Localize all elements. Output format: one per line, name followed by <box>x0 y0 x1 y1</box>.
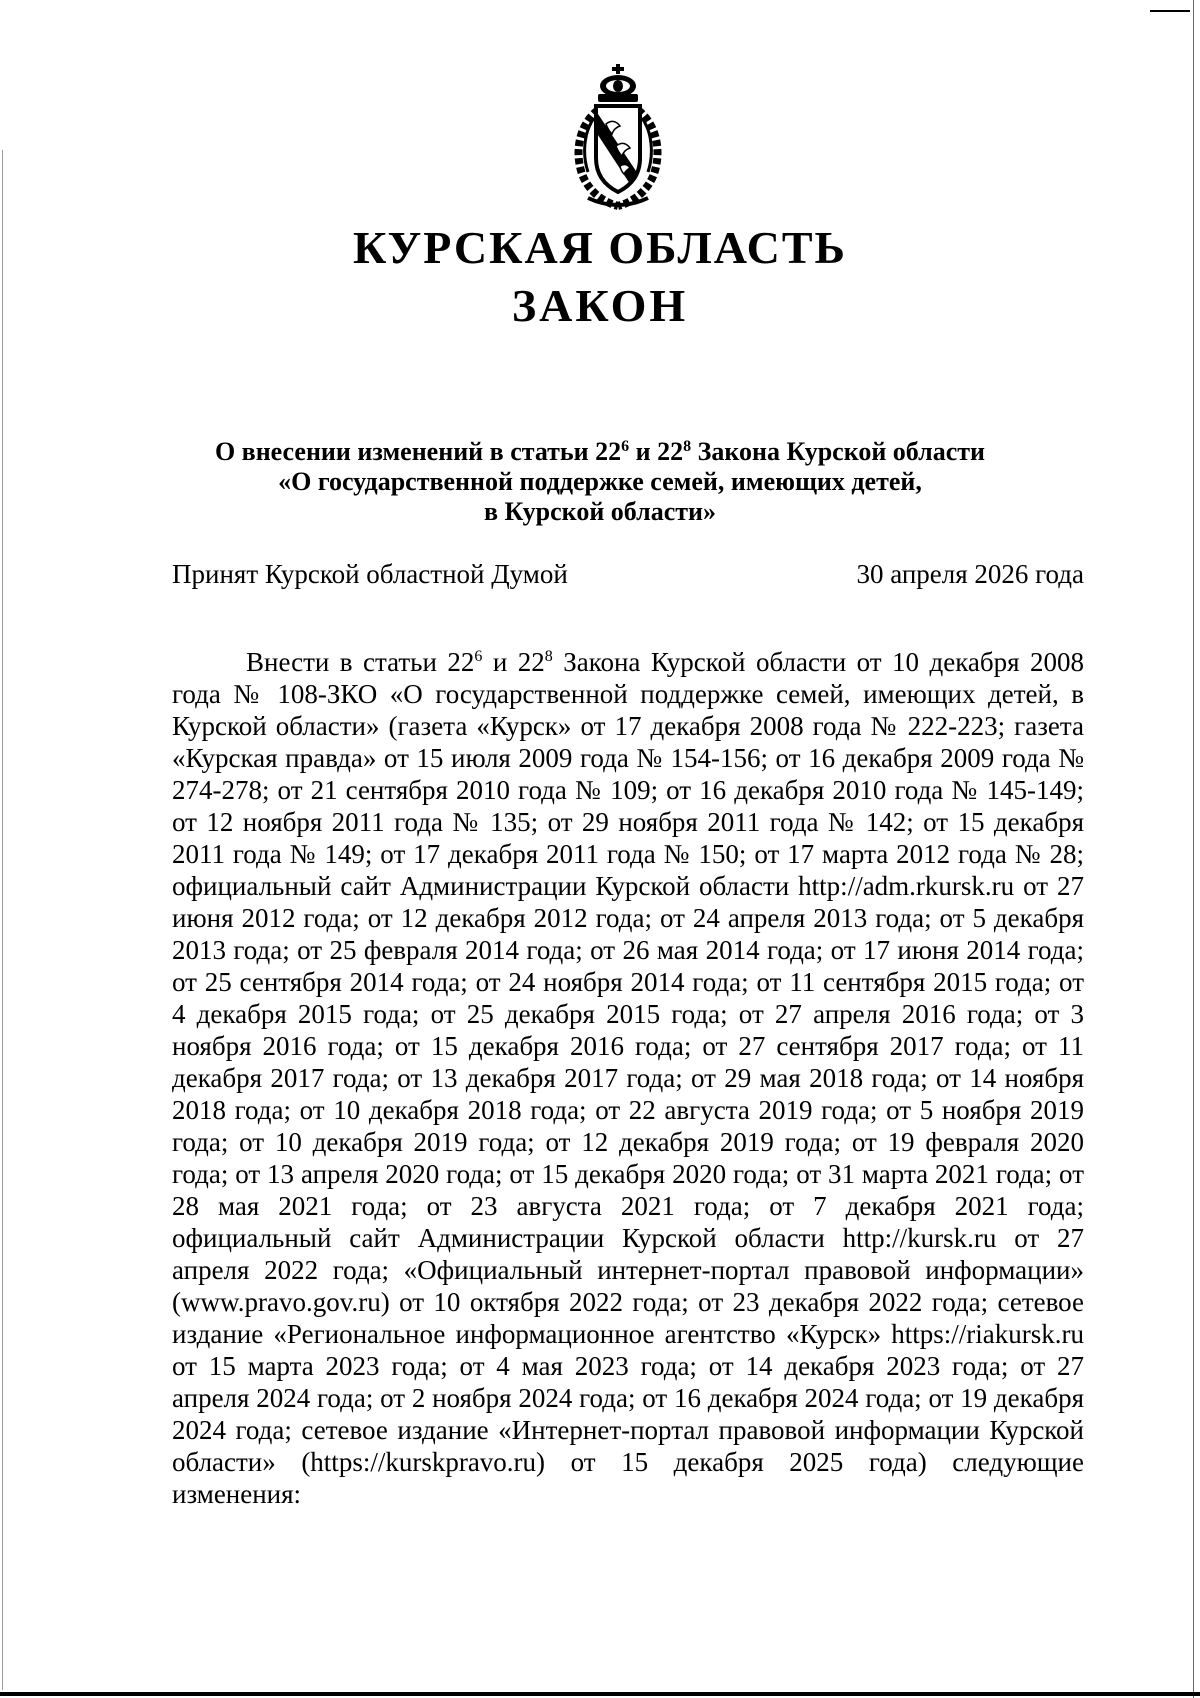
article-superscript: 8 <box>683 438 692 455</box>
law-title-line3: в Курской области» <box>483 497 717 526</box>
adopted-by: Принят Курской областной Думой <box>172 559 568 589</box>
article-superscript: 8 <box>544 648 553 665</box>
law-title-text: О внесении изменений в статьи 22 <box>214 437 622 466</box>
body-text: Закона Курской области от 10 декабря 2008 года № 108-ЗКО «О государственной поддержке семей, имеющих детей, в Курской области» (газета «Курск» от 17 декабря 2008 года № 222-223; газета «Курская правда» от 15 июля 2009 года № 154-156; от 16 декабря 2009 года № 274-278; от 21 сентября 2010 года № 109; от 16 декабря 2010 года № 145-149; от 12 ноября 2011 года № 135; от 29 ноября 2011 года № 142; от 15 декабря 2011 года № 149; от 17 декабря 2011 года № 150; от 17 марта 2012 года № 28; официальный сайт Администрации Курской области http://adm.rkursk.ru от 27 июня 2012 года; от 12 декабря 2012 года; от 24 апреля 2013 года; от 5 декабря 2013 года; от 25 февраля 2014 года; от 26 мая 2014 года; от 17 июня 2014 года; от 25 сентября 2014 года; от 24 ноября 2014 года; от 11 сентября 2015 года; от 4 декабря 2015 года; от 25 декабря 2015 года; от 27 апреля 2016 года; от 3 ноября 2016 года; от 15 декабря 2016 года; от 27 сентября 2017 года; от 11 декабря 2017 года; от 13 декабря 2017 года; от 29 мая 2018 года; от 14 ноября 2018 года; от 10 декабря 2018 года; от 22 августа 2019 года; от 5 ноября 2019 года; от 10 декабря 2019 года; от 12 декабря 2019 года; от 19 февраля 2020 года; от 13 апреля 2020 года; от 15 декабря 2020 года; от 31 марта 2021 года; от 28 мая 2021 года; от 23 августа 2021 года; от 7 декабря 2021 года; официальный сайт Администрации Курской области http://kursk.ru от 27 апреля 2022 года; «Официальный интернет-портал правовой информации» (www.pravo.gov.ru) от 10 октября 2022 года; от 23 декабря 2022 года; сетевое издание «Региональное информационное агентство «Курск» https://riakursk.ru от 15 марта 2023 года; от 4 мая 2023 года; от 14 декабря 2023 года; от 27 апреля 2024 года; от 2 ноября 2024 года; от 16 декабря 2024 года; от 19 декабря 2024 года; сетевое издание «Интернет-портал правовой информации Курской области» (https://kurskpravo.ru) от 15 декабря 2025 года) следующие изменения: <box>172 647 1084 1509</box>
article-superscript: 6 <box>474 648 483 665</box>
document-type: ЗАКОН <box>511 280 689 331</box>
law-title <box>150 437 1050 527</box>
law-title-line2: «О государственной поддержке семей, имеющих детей, <box>278 467 922 496</box>
scan-edge-bottom <box>0 1692 1200 1696</box>
adoption-line <box>172 557 1084 591</box>
adopted-date: 30 апреля 2026 года <box>856 559 1084 589</box>
body-text: и 22 <box>482 647 545 677</box>
region-name: КУРСКАЯ ОБЛАСТЬ <box>353 222 847 273</box>
scan-edge-left <box>2 150 3 1690</box>
law-title-text: Закона Курской области <box>691 437 986 466</box>
body-paragraph <box>172 646 1084 1510</box>
law-title-text: и 22 <box>629 437 684 466</box>
article-superscript: 6 <box>621 438 630 455</box>
body-text: Внести в статьи 22 <box>246 647 475 677</box>
coat-of-arms-icon <box>558 62 688 210</box>
law-title-line1 <box>215 437 985 466</box>
scan-mark-top <box>1150 10 1190 12</box>
